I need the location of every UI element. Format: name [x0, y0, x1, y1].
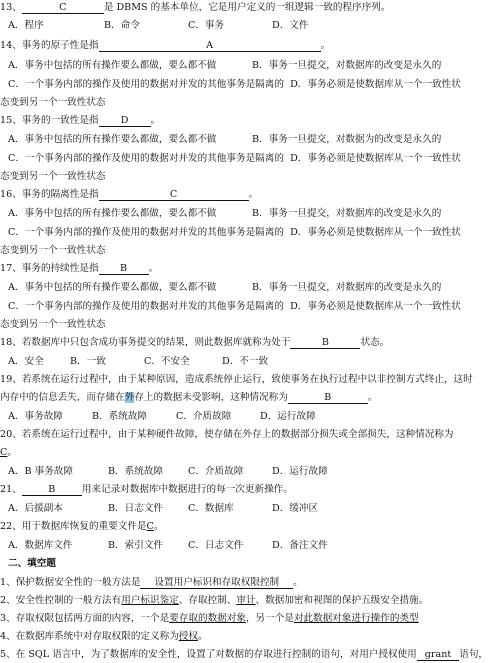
question-18: 18、若数据库中只包含成功事务提交的结果，则此数据库就称为处于 B 状态。 [0, 337, 390, 348]
text-highlight: 外 [124, 392, 135, 403]
question-16: 16、事务的隔离性是指 C 。 [0, 189, 259, 200]
options-17-cont: 态变到另一个一致性状态 [0, 319, 106, 330]
options-17-ab: A．事务中包括的所有操作要么都做，要么都不做 B．事务一旦提交，对数据库的改变是永久的 [8, 282, 442, 293]
answer-blank: 对此数据对象进行操作的类型 [293, 613, 419, 624]
answer-blank: C [146, 521, 154, 532]
answer-blank: D [99, 115, 151, 127]
options-16-cd: C．一个事务内部的操作及使用的数据对并发的其他事务是隔离的 D．事务必须是使数据库从一个一致性状 [8, 227, 461, 238]
options-20: A．B 事务故障 B．系统故障 C．介质故障 D．运行故障 [8, 466, 328, 477]
answer-blank: B [99, 263, 149, 275]
question-22: 22、用于数据库恢复的重要文件是C。 [0, 521, 164, 532]
fill-in-5: 5、在 SQL 语言中，为了数据库的安全性，设置了对数据的存取进行控制的语句，对用户授权使用 grant 语句， [0, 649, 488, 660]
fill-in-4: 4、在数据库系统中对存取权限的定义称为授权。 [0, 631, 208, 642]
options-22: A．数据库文件 B．索引文件 C．日志文件 D．备注文件 [8, 540, 328, 551]
answer-blank: B [290, 337, 360, 349]
question-17: 17、事务的持续性是指 B 。 [0, 263, 159, 274]
question-15: 15、事务的一致性是指 D 。 [0, 115, 161, 126]
question-13: 13、 C 是 DBMS 的基本单位，它是用户定义的一组逻辑一致的程序序列。 [0, 2, 391, 13]
question-19: 19、若系统在运行过程中，由于某种原因，造成系统停止运行，致使事务在执行过程中以非控制方式终止，这时 [0, 374, 473, 385]
answer-blank: C [99, 189, 249, 201]
options-21: A．后援副本 B．日志文件 C．数据库 D．缓冲区 [8, 503, 319, 514]
answer-blank: A [99, 40, 321, 52]
options-14-ab: A．事务中包括的所有操作要么都做，要么都不做 B．事务一旦提交，对数据库的改变是永久的 [8, 60, 442, 71]
answer-blank: C [22, 2, 104, 14]
question-20: 20、若系统在运行过程中，由于某种硬件故障，使存储在外存上的数据部分损失或全部损失，这种情况称为 [0, 429, 454, 440]
fill-in-1: 1、保护数据安全性的一般方法是 设置用户标识和存取权限控制 。 [0, 577, 303, 588]
options-16-cont: 态变到另一个一致性状态 [0, 245, 106, 256]
options-15-cont: 态变到另一个一致性状态 [0, 171, 106, 182]
answer-blank: 用户标识鉴定 [121, 595, 179, 606]
question-19-cont: 内存中的信息丢失，而存储在外存上的数据未受影响，这种情况称为 B 。 [0, 392, 378, 403]
options-14-cd: C．一个事务内部的操作及使用的数据对并发的其他事务是隔离的 D．事务必须是使数据库从一个一致性状 [8, 79, 461, 90]
options-17-cd: C．一个事务内部的操作及使用的数据对并发的其他事务是隔离的 D．事务必须是使数据库从一个一致性状 [8, 301, 461, 312]
answer-blank: 要存取的数据对象 [169, 613, 246, 624]
fill-in-3: 3、存取权限包括两方面的内容，一个是要存取的数据对象，另一个是对此数据对象进行操作的类型 [0, 613, 419, 624]
options-16-ab: A．事务中包括的所有操作要么都做，要么都不做 B．事务一旦提交，对数据库的改变是永久的 [8, 208, 442, 219]
options-18: A．安全 B．一致 C．不安全 D．不一致 [8, 356, 269, 367]
answer-blank: grant [417, 649, 459, 661]
answer-blank: 审计 [236, 595, 256, 606]
question-21: 21、 B 用来记录对数据库中数据进行的每一次更新操作。 [0, 484, 293, 495]
options-19: A．事务故障 B．系统故障 C．介质故障 D．运行故障 [8, 411, 316, 422]
section-heading: 二、填空题 [8, 558, 56, 569]
question-20-cont: C。 [0, 447, 17, 458]
options-14-cont: 态变到另一个一致性状态 [0, 97, 106, 108]
answer-blank: 授权 [178, 631, 198, 642]
answer-blank: C [0, 447, 8, 458]
answer-blank: 设置用户标识和存取权限控制 [140, 577, 293, 589]
options-15-ab: A．事务中包括的所有操作要么都做，要么都不做 B．事务一旦提交，对数据为的改变是永久的 [8, 134, 442, 145]
options-13: A．程序 B．命令 C．事务 D．文件 [8, 20, 309, 31]
question-14: 14、事务的原子性是指 A 。 [0, 40, 331, 51]
answer-blank: B [288, 392, 368, 404]
fill-in-2: 2、安全性控制的一般方法有用户标识鉴定、存取控制、审计、数据加密和视图的保护五级安全措施。 [0, 595, 429, 606]
answer-blank: B [22, 484, 82, 496]
options-15-cd: C．一个事务内部的操作及使用的数据对并发的其他事务是隔离的 D．事务必须是使数据库从一个一致性状 [8, 153, 461, 164]
